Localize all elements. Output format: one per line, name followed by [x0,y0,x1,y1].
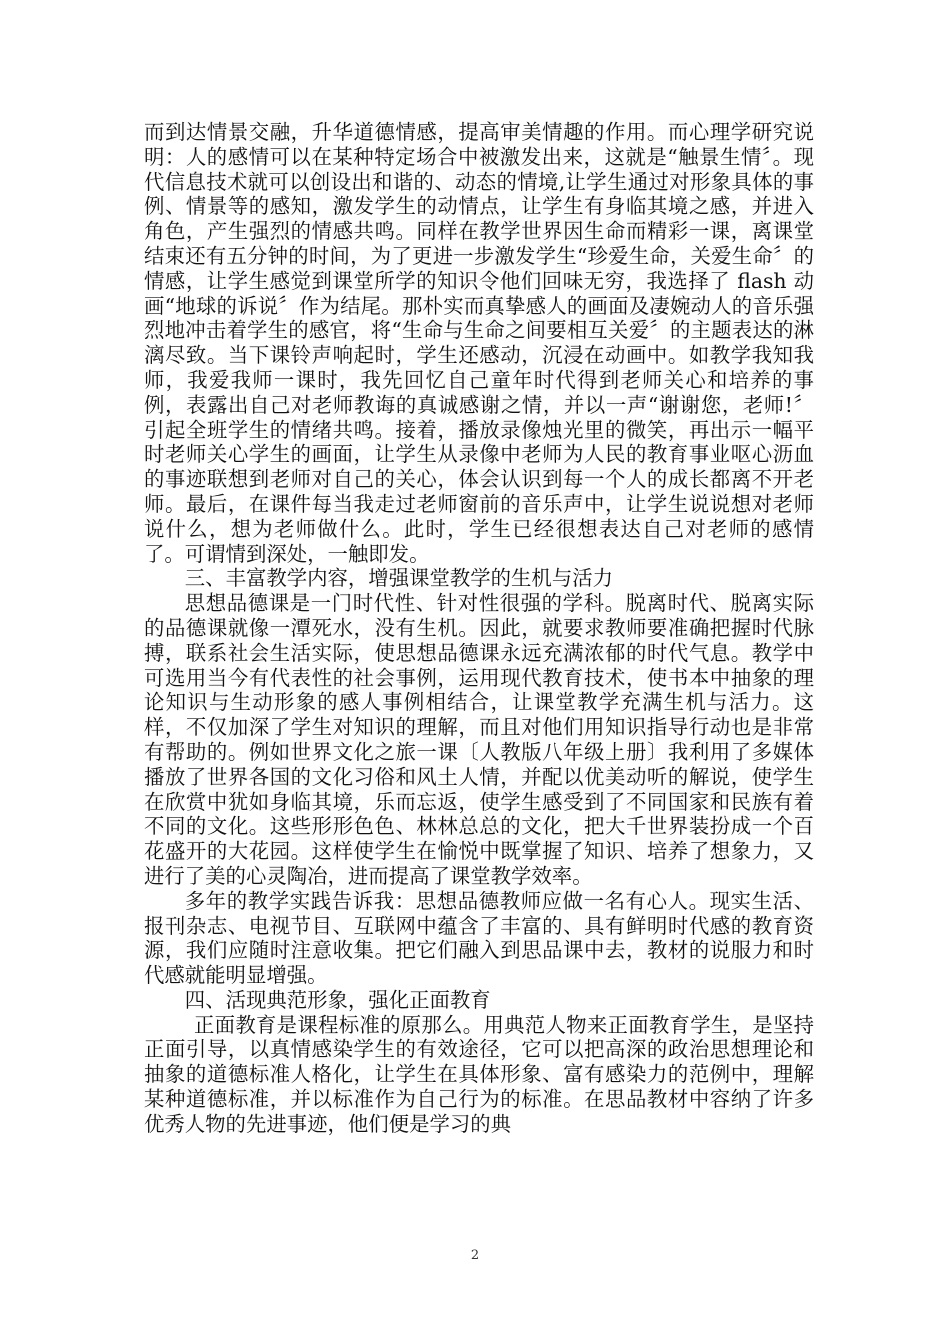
paragraph-section-4-a: 正面教育是课程标准的原那么。用典范人物来正面教育学生，是坚持正面引导，以真情感染学生的有效途径，它可以把高深的政治思想理论和抽象的道德标准人格化，让学生在具体形象、富有感染力的范例中，理解某种道德标准，并以标准作为自己行为的标准。在思品教材中容纳了许多优秀人物的先进事迹，他们便是学习的典 [144,1012,814,1136]
paragraph-section-3-a: 思想品德课是一门时代性、针对性很强的学科。脱离时代、脱离实际的品德课就像一潭死水，没有生机。因此，就要求教师要准确把握时代脉搏，联系社会生活实际，使思想品德课永远充满浓郁的时代气息。教学中可选用当今有代表性的社会事例，运用现代教育技术，使书本中抽象的理论知识与生动形象的感人事例相结合，让课堂教学充满生机与活力。这样，不仅加深了学生对知识的理解，而且对他们用知识指导行动也是非常有帮助的。例如世界文化之旅一课〔人教版八年级上册〕我利用了多媒体播放了世界各国的文化习俗和风土人情，并配以优美动听的解说，使学生在欣赏中犹如身临其境，乐而忘返，使学生感受到了不同国家和民族有着不同的文化。这些形形色色、林林总总的文化，把大千世界装扮成一个百花盛开的大花园。这样使学生在愉悦中既掌握了知识、培养了想象力，又进行了美的心灵陶冶，进而提高了课堂教学效率。 [144,591,814,888]
page-number: 2 [470,1248,480,1263]
body-text [144,120,814,1137]
section-heading-4: 四、活现典范形象，强化正面教育 [184,987,491,1012]
section-heading-3: 三、丰富教学内容，增强课堂教学的生机与活力 [184,566,613,591]
paragraph-section-3-b: 多年的教学实践告诉我：思想品德教师应做一名有心人。现实生活、报刊杂志、电视节目、互联网中蕴含了丰富的、具有鲜明时代感的教育资源，我们应随时注意收集。把它们融入到思品课中去，教材的说服力和时代感就能明显增强。 [144,888,814,988]
paragraph-continuation: 而到达情景交融，升华道德情感，提高审美情趣的作用。而心理学研究说明：人的感情可以在某种特定场合中被激发出来，这就是“触景生情〞。现代信息技术就可以创设出和谐的、动态的情境,让学生通过对形象具体的事例、情景等的感知，激发学生的动情点，让学生有身临其境之感，并进入角色，产生强烈的情感共鸣。同样在教学世界因生命而精彩一课，离课堂结束还有五分钟的时间，为了更进一步激发学生“珍爱生命，关爱生命〞的情感，让学生感觉到课堂所学的知识令他们回味无穷，我选择了 flash 动画“地球的诉说〞作为结尾。那朴实而真挚感人的画面及凄婉动人的音乐强烈地冲击着学生的感官，将“生命与生命之间要相互关爱〞的主题表达的淋漓尽致。当下课铃声响起时，学生还感动，沉浸在动画中。如教学我知我师，我爱我师一课时，我先回忆自己童年时代得到老师关心和培养的事例，表露出自己对老师教诲的真诚感谢之情，并以一声“谢谢您，老师!〞引起全班学生的情绪共鸣。接着，播放录像烛光里的微笑，再出示一幅平时老师关心学生的画面，让学生从录像中老师为人民的教育事业呕心沥血的事迹联想到老师对自己的关心，体会认识到每一个人的成长都离不开老师。最后，在课件每当我走过老师窗前的音乐声中，让学生说说想对老师说什么，想为老师做什么。此时，学生已经很想表达自己对老师的感情了。可谓情到深处，一触即发。 [144,120,814,566]
